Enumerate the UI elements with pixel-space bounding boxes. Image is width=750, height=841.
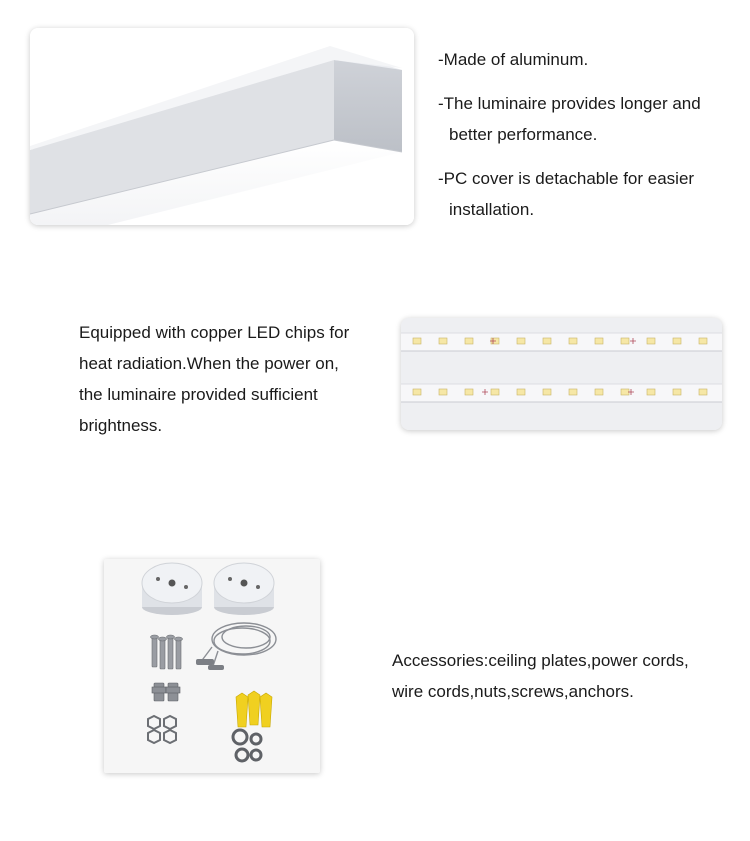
led-strip-illustration — [401, 318, 722, 430]
led-chip — [413, 338, 421, 344]
led-chip — [595, 389, 603, 395]
led-chip — [543, 389, 551, 395]
feature-aluminum: -Made of aluminum. — [438, 50, 589, 69]
ceiling-plate-right — [214, 563, 274, 615]
led-chip — [413, 389, 421, 395]
feature-list — [438, 44, 701, 225]
led-chip — [439, 389, 447, 395]
led-chip — [465, 389, 473, 395]
led-description-line3: the luminaire provided sufficient — [79, 385, 318, 404]
led-chip — [673, 338, 681, 344]
led-chip — [647, 389, 655, 395]
accessories-description-line2: wire cords,nuts,screws,anchors. — [392, 682, 634, 701]
led-chip — [517, 338, 525, 344]
feature-performance-line2: better performance. — [449, 125, 598, 144]
led-chip — [517, 389, 525, 395]
luminaire-profile-illustration — [30, 28, 414, 225]
led-chip — [569, 389, 577, 395]
led-chip — [621, 389, 629, 395]
led-chip — [491, 389, 499, 395]
led-strip-image — [401, 318, 722, 430]
led-chip — [439, 338, 447, 344]
luminaire-profile-image — [30, 28, 414, 225]
led-chip — [543, 338, 551, 344]
led-chip — [621, 338, 629, 344]
led-description-line4: brightness. — [79, 416, 163, 435]
ceiling-plate-left — [142, 563, 202, 615]
led-chip — [699, 338, 707, 344]
led-description-line1: Equipped with copper LED chips for — [79, 323, 350, 342]
led-chip — [595, 338, 603, 344]
feature-cover-line2: installation. — [449, 200, 535, 219]
accessories-illustration — [104, 559, 320, 773]
led-description-line2: heat radiation.When the power on, — [79, 354, 339, 373]
led-chip — [569, 338, 577, 344]
led-chip — [647, 338, 655, 344]
led-chip — [465, 338, 473, 344]
accessories-description — [392, 645, 689, 707]
accessories-description-line1: Accessories:ceiling plates,power cords, — [392, 651, 689, 670]
led-description — [79, 317, 349, 441]
feature-performance-line1: -The luminaire provides longer and — [438, 94, 701, 113]
feature-cover-line1: -PC cover is detachable for easier — [438, 169, 695, 188]
led-chip — [673, 389, 681, 395]
accessories-image — [104, 559, 320, 773]
anchors — [236, 691, 272, 727]
led-chip — [699, 389, 707, 395]
